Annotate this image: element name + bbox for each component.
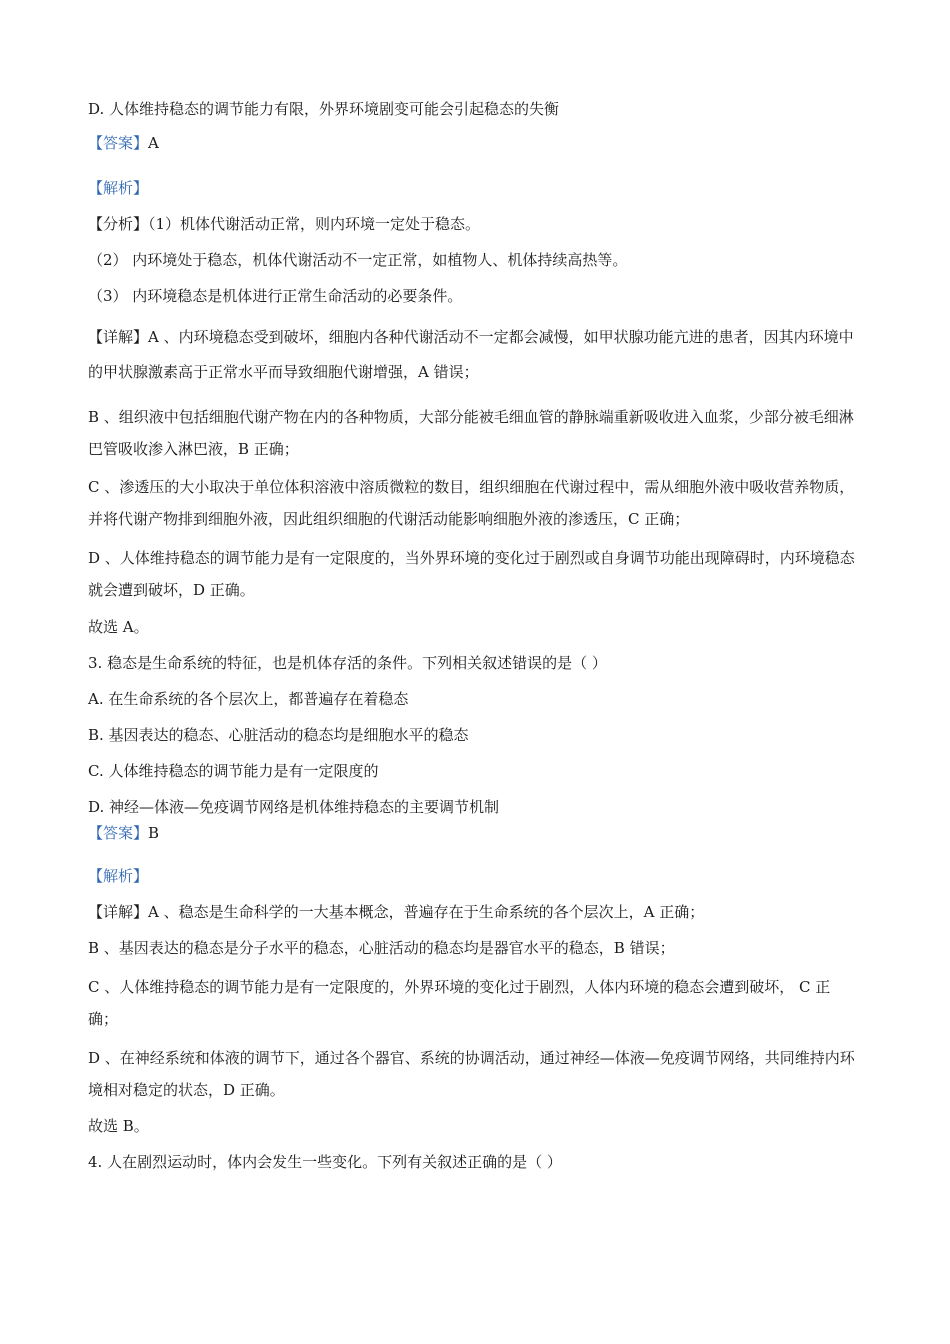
q2-conclusion: 故选 A。 xyxy=(88,618,149,636)
q3-option-b: B. 基因表达的稳态、心脏活动的稳态均是细胞水平的稳态 xyxy=(88,726,469,744)
q2-fenxi-1 xyxy=(88,211,858,238)
answer-label: 【答案】 xyxy=(88,824,149,842)
answer-value: A xyxy=(148,134,159,152)
detail-label: 【详解】 xyxy=(88,328,149,346)
q3-option-c: C. 人体维持稳态的调节能力是有一定限度的 xyxy=(88,762,379,780)
q2-analysis-label: 【解析】 xyxy=(88,179,149,197)
q3-detail-c: C 、人体维持稳态的调节能力是有一定限度的，外界环境的变化过于剧烈，人体内环境的稳态会遭到破坏， C 正确； xyxy=(88,978,831,1028)
detail-label: 【详解】 xyxy=(88,903,149,921)
q2-detail-c: C 、渗透压的大小取决于单位体积溶液中溶质微粒的数目，组织细胞在代谢过程中，需从细胞外液中吸收营养物质，并将代谢产物排到细胞外液，因此组织细胞的代谢活动能影响细胞外液的渗透压，C 正确； xyxy=(88,478,855,528)
q3-detail-b: B 、基因表达的稳态是分子水平的稳态，心脏活动的稳态均是器官水平的稳态，B 错误； xyxy=(88,939,675,957)
q2-fenxi-3: （3） 内环境稳态是机体进行正常生命活动的必要条件。 xyxy=(88,287,463,305)
q2-option-d: D. 人体维持稳态的调节能力有限，外界环境剧变可能会引起稳态的失衡 xyxy=(88,100,560,118)
q3-conclusion: 故选 B。 xyxy=(88,1117,149,1135)
q3-analysis-label: 【解析】 xyxy=(88,867,149,885)
q3-option-a: A. 在生命系统的各个层次上，都普遍存在着稳态 xyxy=(88,690,409,708)
q2-fenxi-2: （2） 内环境处于稳态，机体代谢活动不一定正常，如植物人、机体持续高热等。 xyxy=(88,251,628,269)
q3-detail-d: D 、在神经系统和体液的调节下，通过各个器官、系统的协调活动，通过神经—体液—免疫调节网络，共同维持内环境相对稳定的状态，D 正确。 xyxy=(88,1049,855,1099)
fenxi-item: （1）机体代谢活动正常，则内环境一定处于稳态。 xyxy=(148,215,481,233)
answer-label: 【答案】 xyxy=(88,134,149,152)
q2-detail-a xyxy=(88,320,858,390)
q3-option-d: D. 神经—体液—免疫调节网络是机体维持稳态的主要调节机制 xyxy=(88,798,500,816)
q3-answer xyxy=(88,820,858,847)
answer-value: B xyxy=(148,824,160,842)
detail-text: A 、内环境稳态受到破坏，细胞内各种代谢活动不一定都会减慢，如甲状腺功能亢进的患者，因其内环境中的甲状腺激素高于正常水平而导致细胞代谢增强，A 错误； xyxy=(88,328,854,381)
q2-answer xyxy=(88,130,858,157)
q3-detail-a xyxy=(88,899,858,926)
q4-stem: 4. 人在剧烈运动时，体内会发生一些变化。下列有关叙述正确的是（ ） xyxy=(88,1153,562,1171)
q2-detail-b: B 、组织液中包括细胞代谢产物在内的各种物质，大部分能被毛细血管的静脉端重新吸收进入血浆，少部分被毛细淋巴管吸收渗入淋巴液，B 正确； xyxy=(88,408,854,458)
q2-detail-d: D 、人体维持稳态的调节能力是有一定限度的，当外界环境的变化过于剧烈或自身调节功能出现障碍时，内环境稳态就会遭到破坏，D 正确。 xyxy=(88,549,855,599)
q3-stem: 3. 稳态是生命系统的特征，也是机体存活的条件。下列相关叙述错误的是（ ） xyxy=(88,654,607,672)
detail-text: A 、稳态是生命科学的一大基本概念，普遍存在于生命系统的各个层次上，A 正确； xyxy=(148,903,705,921)
fenxi-label: 【分析】 xyxy=(88,215,149,233)
